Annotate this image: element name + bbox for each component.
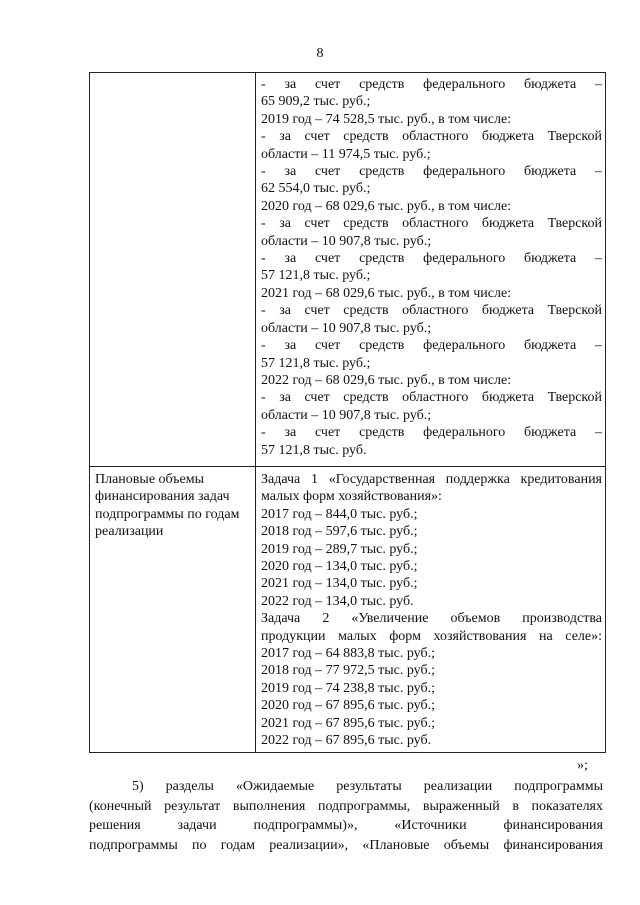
- text-line: - за счет средств областного бюджета Тверской: [261, 129, 602, 145]
- text-line: 2020 год – 134,0 тыс. руб.;: [261, 559, 418, 575]
- text-line: 2021 год – 68 029,6 тыс. руб., в том числе:: [261, 285, 512, 301]
- text-line: 2020 год – 67 895,6 тыс. руб.;: [261, 698, 435, 714]
- text-line: малых форм хозяйствования»:: [261, 489, 442, 505]
- text-line: финансирования задач: [95, 489, 230, 505]
- table-label-cell: [90, 467, 256, 753]
- text-line: 57 121,8 тыс. руб.;: [261, 268, 371, 284]
- table-content-cell: [256, 467, 606, 753]
- page-number: 8: [316, 46, 324, 61]
- text-line: - за счет средств областного бюджета Тверской: [261, 390, 602, 406]
- text-line: области – 10 907,8 тыс. руб.;: [261, 407, 432, 423]
- text-line: 2020 год – 68 029,6 тыс. руб., в том числе:: [261, 198, 512, 214]
- text-line: подпрограммы по годам реализации», «Плановые объемы финансирования: [89, 837, 603, 853]
- text-line: области – 10 907,8 тыс. руб.;: [261, 320, 432, 336]
- text-line: 2019 год – 74 238,8 тыс. руб.;: [261, 680, 435, 696]
- text-line: 2018 год – 597,6 тыс. руб.;: [261, 524, 418, 540]
- text-line: 2018 год – 77 972,5 тыс. руб.;: [261, 663, 435, 679]
- text-line: - за счет средств федерального бюджета –: [261, 77, 602, 92]
- text-line: - за счет средств федерального бюджета –: [261, 338, 602, 354]
- text-line: 2021 год – 134,0 тыс. руб.;: [261, 576, 418, 592]
- text-line: подпрограммы по годам: [95, 506, 240, 522]
- text-line: (конечный результат выполнения подпрограммы, выраженный в показателях: [89, 798, 603, 814]
- text-line: реализации: [95, 524, 164, 540]
- financing-table: [89, 72, 606, 753]
- text-line: 2017 год – 64 883,8 тыс. руб.;: [261, 646, 435, 662]
- text-line: - за счет средств областного бюджета Тверской: [261, 216, 602, 232]
- text-line: 2022 год – 134,0 тыс. руб.: [261, 593, 414, 609]
- table-row: [90, 73, 606, 467]
- text-line: продукции малых форм хозяйствования на селе»:: [261, 628, 602, 644]
- text-line: 57 121,8 тыс. руб.: [261, 442, 367, 458]
- text-line: 2019 год – 289,7 тыс. руб.;: [261, 541, 418, 557]
- text-line: 57 121,8 тыс. руб.;: [261, 355, 371, 371]
- text-line: Задача 1 «Государственная поддержка кредитования: [261, 472, 602, 487]
- closing-quote: »;: [577, 758, 588, 773]
- text-line: 2021 год – 67 895,6 тыс. руб.;: [261, 715, 435, 731]
- text-line: Задача 2 «Увеличение объемов производства: [261, 611, 602, 627]
- planned-volumes-text: [256, 467, 605, 750]
- text-line: области – 11 974,5 тыс. руб.;: [261, 146, 431, 162]
- table-label-cell-empty: [90, 73, 256, 467]
- text-line: - за счет средств федерального бюджета –: [261, 425, 602, 441]
- text-line: - за счет средств областного бюджета Тверской: [261, 303, 602, 319]
- text-line: 2022 год – 68 029,6 тыс. руб., в том числе:: [261, 372, 512, 388]
- text-line: Плановые объемы: [95, 472, 205, 487]
- table-row: [90, 467, 606, 753]
- text-line: 2019 год – 74 528,5 тыс. руб., в том числе:: [261, 111, 512, 127]
- text-line: - за счет средств федерального бюджета –: [261, 251, 602, 267]
- text-line: 5) разделы «Ожидаемые результаты реализации подпрограммы: [132, 779, 603, 794]
- financing-sources-text: [256, 73, 605, 459]
- table-content-cell: [256, 73, 606, 467]
- text-line: 2017 год – 844,0 тыс. руб.;: [261, 506, 418, 522]
- text-line: решения задачи подпрограммы)», «Источники финансирования: [89, 818, 603, 833]
- text-line: 2022 год – 67 895,6 тыс. руб.: [261, 733, 432, 749]
- text-line: 65 909,2 тыс. руб.;: [261, 94, 371, 110]
- amendment-paragraph: [89, 777, 603, 855]
- text-line: 62 554,0 тыс. руб.;: [261, 181, 371, 197]
- text-line: - за счет средств федерального бюджета –: [261, 164, 602, 180]
- text-line: области – 10 907,8 тыс. руб.;: [261, 233, 432, 249]
- planned-volumes-label: [90, 467, 255, 541]
